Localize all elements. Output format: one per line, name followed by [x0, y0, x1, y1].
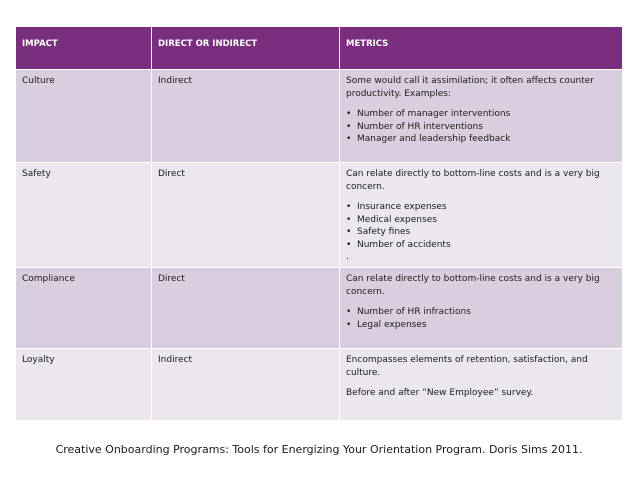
metric-trailing-mark: .	[346, 252, 349, 262]
cell-impact: Compliance	[16, 268, 152, 349]
metric-description: Encompasses elements of retention, satisfaction, and culture.	[346, 355, 588, 378]
metric-bullet: • Number of manager interventions	[346, 108, 616, 121]
cell-metrics	[340, 163, 623, 268]
header-metrics: METRICS	[340, 27, 623, 70]
metric-bullet: • Legal expenses	[346, 319, 616, 332]
table-row-loyalty	[16, 349, 623, 421]
cell-metrics	[340, 268, 623, 349]
table-header-row	[16, 27, 623, 70]
metric-description: Some would call it assimilation; it often affects counter productivity. Examples:	[346, 76, 595, 99]
cell-impact: Loyalty	[16, 349, 152, 421]
metric-bullet-list	[346, 201, 616, 251]
header-impact: IMPACT	[16, 27, 152, 70]
metric-bullet-list	[346, 306, 616, 331]
metric-bullet: • Number of HR interventions	[346, 121, 616, 134]
table-row-safety	[16, 163, 623, 268]
source-citation: Creative Onboarding Programs: Tools for Energizing Your Orientation Program. Doris Sims 2011.	[55, 443, 583, 456]
metric-bullet: • Number of accidents	[346, 239, 616, 252]
cell-type: Indirect	[152, 70, 340, 163]
metric-bullet-list	[346, 108, 616, 146]
metric-bullet: • Insurance expenses	[346, 201, 616, 214]
metric-bullet: • Safety fines	[346, 226, 616, 239]
cell-impact: Culture	[16, 70, 152, 163]
table-row-culture	[16, 70, 623, 163]
table-row-compliance	[16, 268, 623, 349]
metric-description: Can relate directly to bottom-line costs and is a very big concern.	[346, 274, 600, 297]
metric-bullet: • Medical expenses	[346, 214, 616, 227]
impact-metrics-table	[15, 26, 623, 421]
metric-bullet: • Manager and leadership feedback	[346, 133, 616, 146]
metric-description: Can relate directly to bottom-line costs and is a very big concern.	[346, 169, 600, 192]
metric-survey-note: Before and after “New Employee” survey.	[346, 388, 534, 398]
metric-bullet: • Number of HR infractions	[346, 306, 616, 319]
cell-type: Indirect	[152, 349, 340, 421]
impact-metrics-table-container	[15, 26, 622, 421]
cell-type: Direct	[152, 163, 340, 268]
header-direct-or-indirect: DIRECT OR INDIRECT	[152, 27, 340, 70]
cell-metrics	[340, 349, 623, 421]
cell-metrics	[340, 70, 623, 163]
cell-type: Direct	[152, 268, 340, 349]
cell-impact: Safety	[16, 163, 152, 268]
